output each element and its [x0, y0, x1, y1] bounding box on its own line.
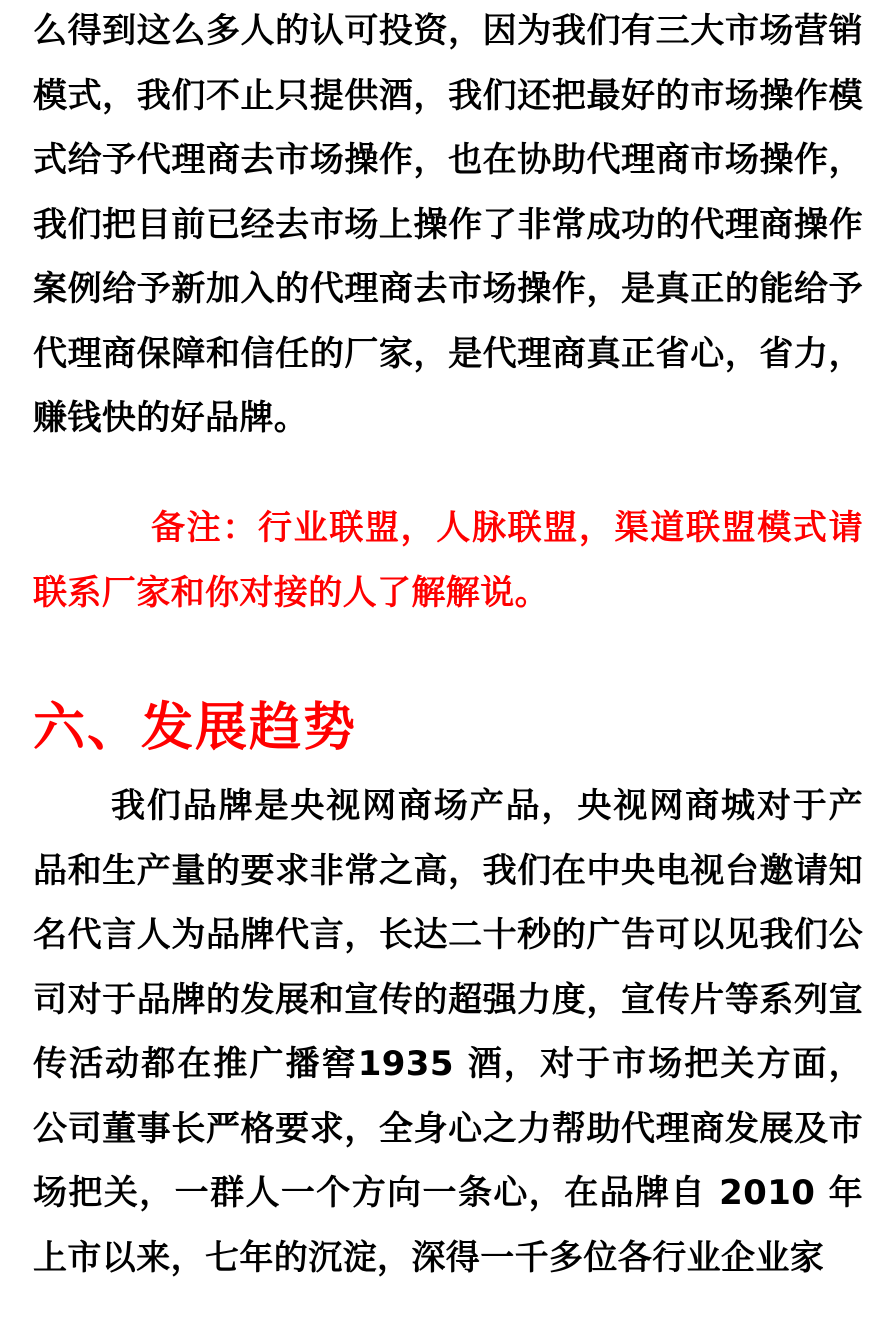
section-heading-development-trend: 六、发展趋势: [33, 697, 358, 758]
body-paragraph-investment: 么得到这么多人的认可投资，因为我们有三大市场营销模式，我们不止只提供酒，我们还把最好的市场操作模式给予代理商去市场操作，也在协助代理商市场操作，我们把目前已经去市场上操作了非常成功的代理商操作案例给予新加入的代理商去市场操作，是真正的能给予代理商保障和信任的厂家，是代理商真正省心，省力，赚钱快的好品牌。: [33, 11, 863, 438]
body-paragraph-brand: 我们品牌是央视网商场产品，央视网商城对于产品和生产量的要求非常之高，我们在中央电视台邀请知名代言人为品牌代言，长达二十秒的广告可以见我们公司对于品牌的发展和宣传的超强力度，宣传片等系列宣传活动都在推广播窖1935 酒，对于市场把关方面，公司董事长严格要求，全身心之力帮助代理商发展及市场把关，一群人一个方向一条心，在品牌自 2010 年上市以来，七年的沉淀，深得一千多位各行业企业家: [33, 786, 863, 1278]
note-paragraph: 备注：行业联盟，人脉联盟，渠道联盟模式请联系厂家和你对接的人了解解说。: [33, 508, 863, 613]
